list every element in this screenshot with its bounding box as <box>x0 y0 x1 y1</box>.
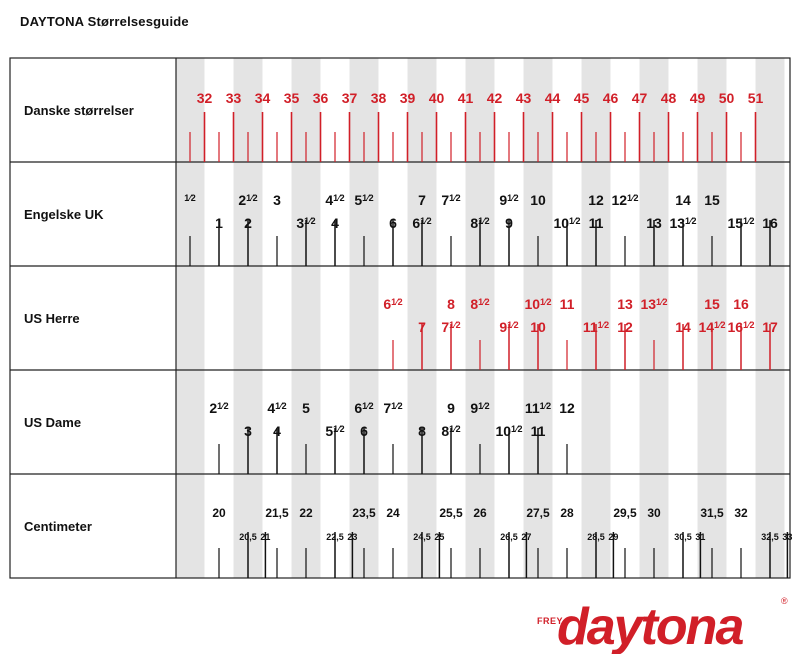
page-title: DAYTONA Størrelsesguide <box>20 14 189 29</box>
size-label: $14^{1⁄2}$ <box>698 319 726 335</box>
size-label: $7^{1⁄2}$ <box>383 400 403 416</box>
size-label: 31,5 <box>700 506 724 520</box>
size-label: 6 <box>389 215 397 231</box>
size-label: $9^{1⁄2}$ <box>470 400 490 416</box>
size-label: $12^{1⁄2}$ <box>611 192 639 208</box>
size-label: 9 <box>447 400 455 416</box>
table-border <box>10 58 793 578</box>
size-label: 28,5 <box>587 532 605 542</box>
size-label: 8 <box>418 423 426 439</box>
row-label: Engelske UK <box>24 207 104 222</box>
size-label: 12 <box>617 319 633 335</box>
size-label: 10 <box>530 319 546 335</box>
size-label: 26,5 <box>500 532 518 542</box>
size-label: $8^{1⁄2}$ <box>470 296 490 312</box>
size-label: 29,5 <box>613 506 637 520</box>
size-label: 2 <box>244 215 252 231</box>
size-label: 15 <box>704 296 720 312</box>
size-label: 23 <box>347 532 358 542</box>
size-label: 14 <box>675 192 691 208</box>
size-label: 1 <box>215 215 223 231</box>
size-label: 12 <box>588 192 604 208</box>
size-label: 23,5 <box>352 506 376 520</box>
size-label: 14 <box>675 319 691 335</box>
size-label: 43 <box>515 90 532 106</box>
size-label: 11 <box>530 423 546 439</box>
size-label: 20,5 <box>239 532 257 542</box>
daytona-logo <box>535 594 793 654</box>
size-label: 47 <box>631 90 648 106</box>
size-label: $7^{1⁄2}$ <box>441 319 461 335</box>
size-label: 13 <box>646 215 662 231</box>
size-label: 44 <box>544 90 561 106</box>
size-label: 40 <box>428 90 445 106</box>
size-label: $5^{1⁄2}$ <box>325 423 345 439</box>
size-label: 50 <box>718 90 735 106</box>
size-label: $2^{1⁄2}$ <box>209 400 229 416</box>
size-label: $5^{1⁄2}$ <box>354 192 374 208</box>
size-label: 11 <box>559 296 575 312</box>
size-label: $4^{1⁄2}$ <box>267 400 287 416</box>
size-label: 35 <box>283 90 300 106</box>
size-label: 27 <box>521 532 532 542</box>
size-label: 45 <box>573 90 590 106</box>
brand-name: daytona <box>557 598 743 654</box>
size-label: $6^{1⁄2}$ <box>383 296 403 312</box>
size-label: 33 <box>782 532 793 542</box>
column-stripe <box>756 58 785 578</box>
size-label: $13^{1⁄2}$ <box>669 215 697 231</box>
size-label: 46 <box>602 90 619 106</box>
size-label: 9 <box>505 215 513 231</box>
size-label: 13 <box>617 296 633 312</box>
size-label: 21,5 <box>265 506 289 520</box>
brand-prefix: FREY <box>537 616 564 626</box>
size-label: 33 <box>225 90 242 106</box>
size-label: 38 <box>370 90 387 106</box>
table-grid <box>10 58 793 578</box>
size-label: 32 <box>734 506 748 520</box>
size-label: 48 <box>660 90 677 106</box>
size-label: 22,5 <box>326 532 344 542</box>
size-label: 41 <box>457 90 474 106</box>
size-label: 34 <box>254 90 271 106</box>
size-label: 25 <box>434 532 445 542</box>
size-label: $9^{1⁄2}$ <box>499 192 519 208</box>
size-label: $10^{1⁄2}$ <box>495 423 523 439</box>
registered-mark: ® <box>781 596 788 606</box>
row-label: US Dame <box>24 415 82 430</box>
size-label: $7^{1⁄2}$ <box>441 192 461 208</box>
size-label: 42 <box>486 90 503 106</box>
size-label: $16^{1⁄2}$ <box>727 319 755 335</box>
size-label: 7 <box>418 192 426 208</box>
size-label: 16 <box>762 215 778 231</box>
size-label: 4 <box>331 215 339 231</box>
size-label: 3 <box>273 192 281 208</box>
size-label: 11 <box>588 215 604 231</box>
size-label: 32 <box>196 90 213 106</box>
size-label: 3 <box>244 423 252 439</box>
size-label: 1⁄2 <box>184 193 196 203</box>
row-label: US Herre <box>24 311 80 326</box>
size-label: $11^{1⁄2}$ <box>582 319 610 335</box>
size-label: $6^{1⁄2}$ <box>354 400 374 416</box>
size-label: 27,5 <box>526 506 550 520</box>
size-label: 37 <box>341 90 358 106</box>
row-labels <box>24 103 134 534</box>
size-label: 22 <box>299 506 313 520</box>
row-label: Centimeter <box>24 519 92 534</box>
size-label: 30,5 <box>674 532 692 542</box>
size-label: 5 <box>302 400 310 416</box>
size-label: $2^{1⁄2}$ <box>238 192 258 208</box>
size-label: 10 <box>530 192 546 208</box>
size-label: 25,5 <box>439 506 463 520</box>
size-label: 30 <box>647 506 661 520</box>
size-label: $6^{1⁄2}$ <box>412 215 432 231</box>
size-label: 17 <box>762 319 778 335</box>
row-label: Danske størrelser <box>24 103 134 118</box>
size-label: 21 <box>260 532 271 542</box>
size-label: 12 <box>559 400 575 416</box>
size-label: 36 <box>312 90 329 106</box>
size-label: $13^{1⁄2}$ <box>640 296 668 312</box>
size-label: $8^{1⁄2}$ <box>441 423 461 439</box>
size-label: $10^{1⁄2}$ <box>524 296 552 312</box>
size-label: $3^{1⁄2}$ <box>296 215 316 231</box>
size-label: 32,5 <box>761 532 779 542</box>
size-label: 8 <box>447 296 455 312</box>
size-label: $10^{1⁄2}$ <box>553 215 581 231</box>
size-label: $15^{1⁄2}$ <box>727 215 755 231</box>
size-label: 7 <box>418 319 426 335</box>
size-label: 49 <box>689 90 706 106</box>
size-label: 24,5 <box>413 532 431 542</box>
size-label: 29 <box>608 532 619 542</box>
size-label: 28 <box>560 506 574 520</box>
size-label: $11^{1⁄2}$ <box>524 400 552 416</box>
size-label: $9^{1⁄2}$ <box>499 319 519 335</box>
size-label: 15 <box>704 192 720 208</box>
size-label: 51 <box>747 90 764 106</box>
size-label: 24 <box>386 506 400 520</box>
size-label: 16 <box>733 296 749 312</box>
size-label: 4 <box>273 423 281 439</box>
size-label: 31 <box>695 532 706 542</box>
size-label: $4^{1⁄2}$ <box>325 192 345 208</box>
size-label: 26 <box>473 506 487 520</box>
size-label: 6 <box>360 423 368 439</box>
size-label: 39 <box>399 90 416 106</box>
size-label: 20 <box>212 506 226 520</box>
size-label: $8^{1⁄2}$ <box>470 215 490 231</box>
